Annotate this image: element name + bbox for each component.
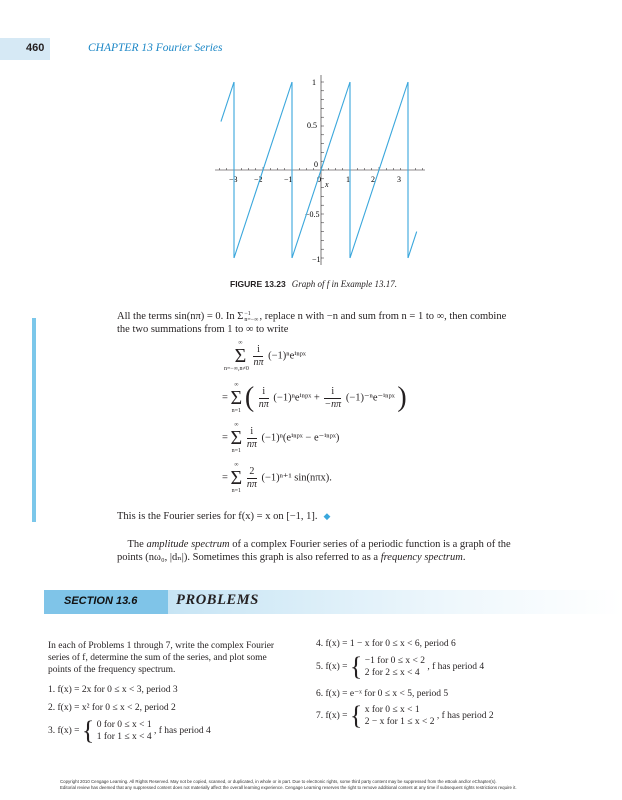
section-label: SECTION 13.6 (64, 595, 138, 607)
problem-2: 2. f(x) = x² for 0 ≤ x < 2, period 2 (48, 703, 176, 713)
sawtooth-segment (408, 232, 417, 258)
y-tick-label: 1 (312, 78, 316, 87)
caption-label: FIGURE 13.23 (230, 279, 286, 289)
caption-text: Graph of f in Example 13.17. (291, 279, 397, 289)
equation-line-3: = ∞ Σ n=1 $\frac{i}{n\pi}$ (−1)ⁿ(eⁱⁿᵖˣ − e⁻ⁱⁿᵖˣ) (222, 422, 340, 454)
figure-caption (230, 279, 397, 289)
x-axis-label: x (325, 180, 329, 189)
equation-line-2: = ∞ Σ n=1 ( $\frac{i}{n\pi}$ (−1)ⁿeⁱⁿᵖˣ + $\frac{i}{-n\pi}$ (−1)⁻ⁿe⁻ⁱⁿᵖˣ ) (222, 382, 407, 414)
y-tick-label: −1 (312, 255, 321, 264)
y-tick-label: 0 (314, 160, 318, 169)
x-tick-label: −2 (254, 175, 263, 184)
x-tick-label: 3 (397, 175, 401, 184)
amplitude-spectrum-paragraph: The amplitude spectrum of a complex Fourier series of a periodic function is a graph of the points (nω₀, |dₙ|). Sometimes this graph is also referred to as a frequency spectrum. (117, 539, 511, 563)
y-tick-label: −0.5 (305, 210, 320, 219)
problem-6: 6. f(x) = e⁻ˣ for 0 ≤ x < 5, period 5 (316, 689, 449, 699)
copyright-footer: Copyright 2010 Cengage Learning. All Rights Reserved. May not be copied, scanned, or duplicated, in whole or in part. Due to electronic rights, some third party content may be suppressed from the eBook and/or eChapter(s). Editorial review has deemed that any suppressed content does not materially affect the overall learning experience. Cengage Learning reserves the right to remove additional content at any time if subsequent rights restrictions require it. (60, 779, 517, 790)
equation-line-4: = ∞ Σ n=1 $\frac{2}{n\pi}$ (−1)ⁿ⁺¹ sin(nπx). (222, 462, 332, 494)
page-number: 460 (26, 42, 45, 54)
x-tick-label: −3 (229, 175, 238, 184)
problem-1: 1. f(x) = 2x for 0 ≤ x < 3, period 3 (48, 685, 178, 695)
x-tick-label: 2 (371, 175, 375, 184)
problem-7: 7. f(x) = { x for 0 ≤ x < 1 2 − x for 1 ≤ x < 2 , f has period 2 (316, 701, 494, 730)
y-tick-label: 0.5 (307, 121, 317, 130)
sawtooth-graph (215, 70, 435, 270)
sawtooth-segment (221, 82, 234, 122)
x-tick-label: 1 (346, 175, 350, 184)
problem-5: 5. f(x) = { −1 for 0 ≤ x < 2 2 for 2 ≤ x < 4 , f has period 4 (316, 652, 485, 681)
equation-line-1: ∞ Σ n=−∞,n≠0 $\frac{i}{n\pi}$ (−1)ⁿeⁱⁿᵖˣ (224, 340, 306, 372)
chapter-heading: CHAPTER 13 Fourier Series (88, 42, 223, 54)
problem-4: 4. f(x) = 1 − x for 0 ≤ x < 6, period 6 (316, 639, 456, 649)
end-of-example-diamond-icon: ◆ (323, 511, 331, 521)
example-conclusion: This is the Fourier series for f(x) = x on [−1, 1]. ◆ (117, 511, 331, 522)
problem-3: 3. f(x) = { 0 for 0 ≤ x < 1 1 for 1 ≤ x < 4 , f has period 4 (48, 716, 211, 745)
x-tick-label: 0 (317, 175, 321, 184)
x-tick-label: −1 (284, 175, 293, 184)
example-margin-bar (32, 318, 36, 522)
problems-intro: In each of Problems 1 through 7, write the complex Fourier series of f, determine the sum of the series, and plot some points of the frequency spectrum. (48, 641, 275, 675)
example-intro: All the terms sin(nπ) = 0. In Σ −1 n=−∞ , replace n with −n and sum from n = 1 to ∞, then combine the two summations from 1 to ∞ to write (117, 310, 507, 335)
section-title: PROBLEMS (176, 592, 259, 608)
